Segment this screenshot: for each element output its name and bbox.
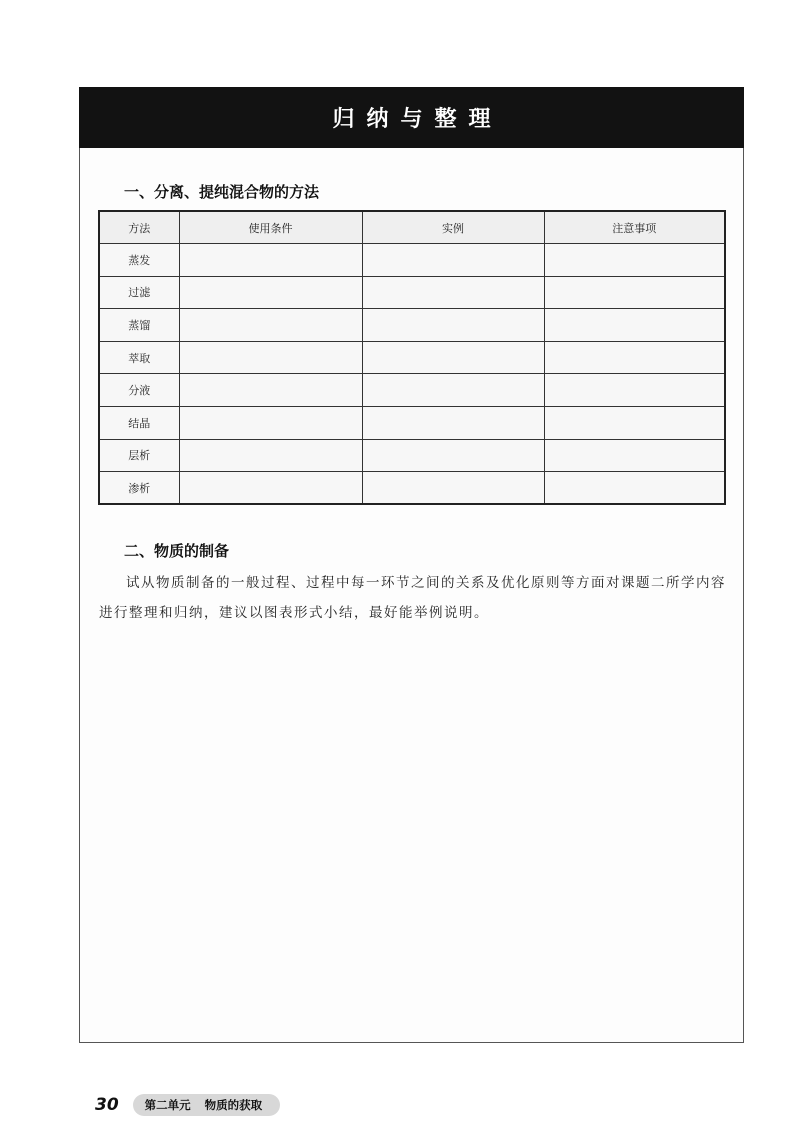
method-cell: 蒸馏 xyxy=(99,309,179,342)
blank-cell xyxy=(544,374,725,407)
blank-cell xyxy=(179,341,362,374)
table-row xyxy=(99,472,725,505)
page-number: 30 xyxy=(95,1095,119,1115)
blank-cell xyxy=(544,472,725,505)
header-notes: 注意事项 xyxy=(544,211,725,244)
blank-cell xyxy=(179,244,362,277)
method-cell: 过滤 xyxy=(99,276,179,309)
section-heading-separation-methods: 一、分离、提纯混合物的方法 xyxy=(124,183,320,201)
blank-cell xyxy=(179,276,362,309)
blank-cell xyxy=(179,374,362,407)
method-cell: 萃取 xyxy=(99,341,179,374)
unit-badge xyxy=(133,1094,281,1116)
table-header-row xyxy=(99,211,725,244)
table-row xyxy=(99,309,725,342)
blank-cell xyxy=(544,341,725,374)
table-row xyxy=(99,374,725,407)
blank-cell xyxy=(179,309,362,342)
blank-cell xyxy=(362,276,544,309)
blank-cell xyxy=(362,341,544,374)
table-row xyxy=(99,439,725,472)
method-cell: 分液 xyxy=(99,374,179,407)
blank-cell xyxy=(362,309,544,342)
blank-cell xyxy=(544,276,725,309)
blank-cell xyxy=(544,407,725,440)
blank-cell xyxy=(179,439,362,472)
blank-cell xyxy=(544,309,725,342)
blank-cell xyxy=(362,472,544,505)
blank-cell xyxy=(544,244,725,277)
section-heading-preparation: 二、物质的制备 xyxy=(124,542,230,560)
blank-cell xyxy=(362,407,544,440)
blank-cell xyxy=(179,407,362,440)
unit-label: 第二单元 xyxy=(144,1098,191,1112)
blank-cell xyxy=(544,439,725,472)
separation-methods-table xyxy=(98,210,726,505)
preparation-paragraph: 试从物质制备的一般过程、过程中每一环节之间的关系及优化原则等方面对课题二所学内容进行整理和归纳，建议以图表形式小结，最好能举例说明。 xyxy=(99,575,726,621)
blank-cell xyxy=(362,439,544,472)
title-banner xyxy=(79,87,744,148)
banner-title: 归纳与整理 xyxy=(332,107,503,132)
header-method: 方法 xyxy=(99,211,179,244)
blank-cell xyxy=(179,472,362,505)
header-example: 实例 xyxy=(362,211,544,244)
unit-title: 物质的获取 xyxy=(204,1098,263,1112)
blank-cell xyxy=(362,244,544,277)
method-cell: 结晶 xyxy=(99,407,179,440)
blank-cell xyxy=(362,374,544,407)
table-row xyxy=(99,341,725,374)
page-footer xyxy=(95,1092,280,1118)
table-row xyxy=(99,244,725,277)
table-row xyxy=(99,407,725,440)
table-row xyxy=(99,276,725,309)
method-cell: 蒸发 xyxy=(99,244,179,277)
method-cell: 层析 xyxy=(99,439,179,472)
method-cell: 渗析 xyxy=(99,472,179,505)
header-conditions: 使用条件 xyxy=(179,211,362,244)
